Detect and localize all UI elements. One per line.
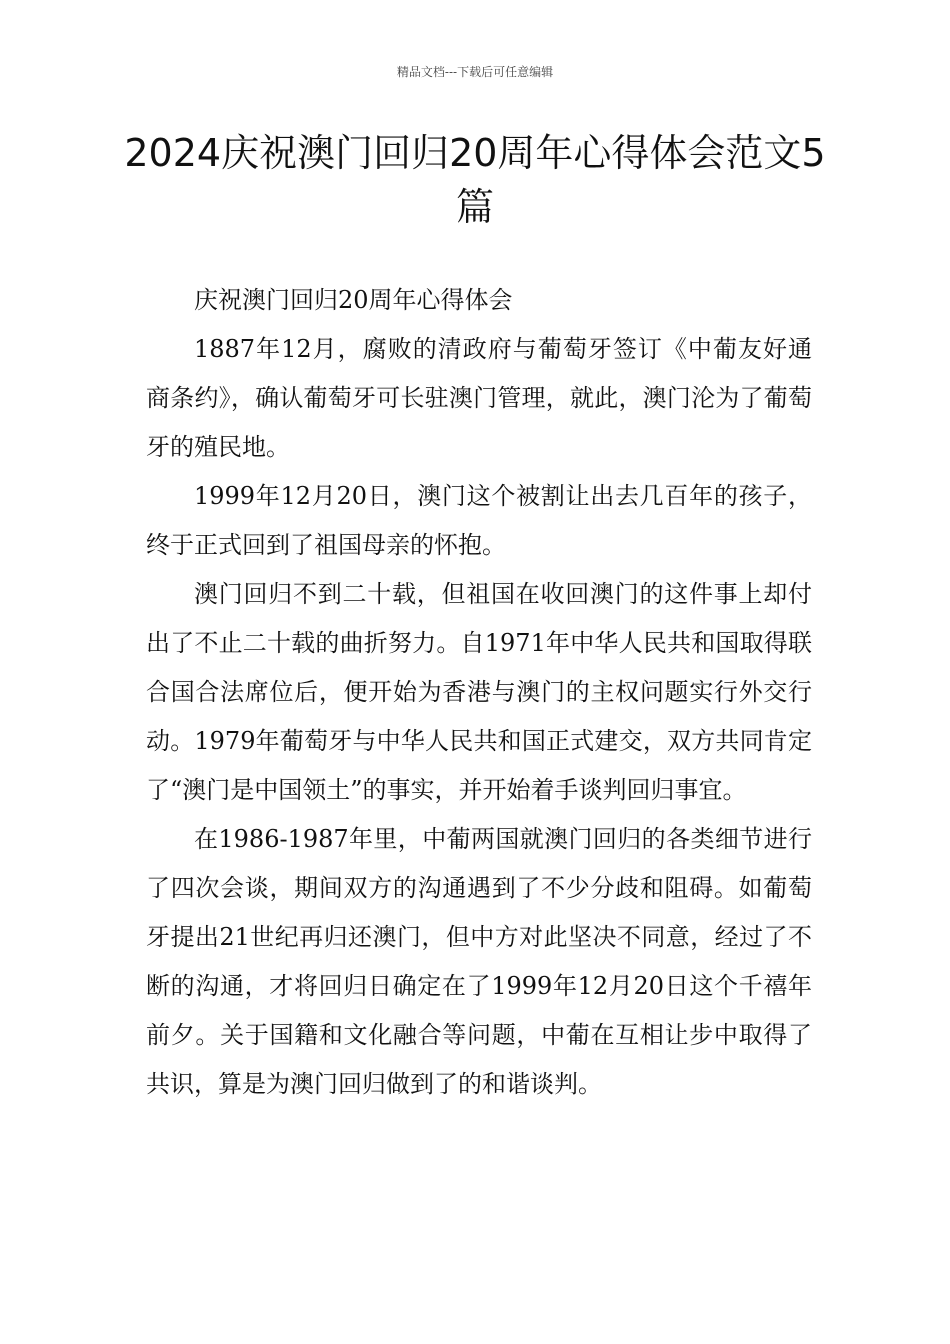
paragraph: 在1986-1987年里，中葡两国就澳门回归的各类细节进行了四次会谈，期间双方的沟通遇到了不少分歧和阻碍。如葡萄牙提出21世纪再归还澳门，但中方对此坚决不同意，经过了不断的沟通，才将回归日确定在了1999年12月20日这个千禧年前夕。关于国籍和文化融合等问题，中葡在互相让步中取得了共识，算是为澳门回归做到了的和谐谈判。: [146, 825, 812, 1098]
paragraph: 澳门回归不到二十载，但祖国在收回澳门的这件事上却付出了不止二十载的曲折努力。自1971年中华人民共和国取得联合国合法席位后，便开始为香港与澳门的主权问题实行外交行动。1979年葡萄牙与中华人民共和国正式建交，双方共同肯定了“澳门是中国领土”的事实，并开始着手谈判回归事宜。: [146, 580, 812, 804]
paragraph-subtitle: 庆祝澳门回归20周年心得体会: [194, 286, 513, 314]
document-title: 2024庆祝澳门回归20周年心得体会范文5篇: [124, 131, 826, 229]
paragraph: 1887年12月，腐败的清政府与葡萄牙签订《中葡友好通商条约》，确认葡萄牙可长驻澳门管理，就此，澳门沦为了葡萄牙的殖民地。: [146, 335, 812, 461]
paragraph: 1999年12月20日，澳门这个被割让出去几百年的孩子，终于正式回到了祖国母亲的怀抱。: [146, 482, 812, 559]
document-body: [146, 276, 812, 1109]
header-note: 精品文档---下载后可任意编辑: [396, 65, 554, 79]
